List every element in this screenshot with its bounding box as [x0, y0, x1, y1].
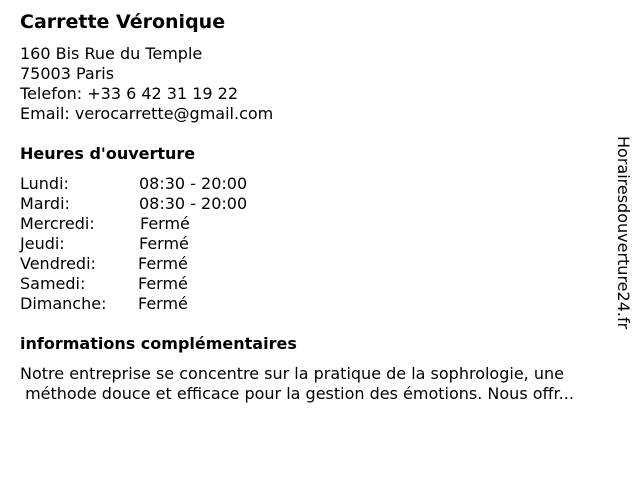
address-line-street: 160 Bis Rue du Temple: [20, 44, 203, 63]
hours-table: [20, 174, 320, 314]
hours-time: 08:30 - 20:00: [139, 194, 248, 213]
hours-day: Lundi:: [20, 174, 69, 193]
info-title: informations complémentaires: [20, 334, 297, 353]
hours-day: Vendredi:: [20, 254, 96, 273]
hours-time: Fermé: [138, 254, 188, 273]
hours-row: [20, 214, 320, 234]
hours-time: Fermé: [138, 294, 188, 313]
business-name: Carrette Véronique: [20, 11, 226, 33]
phone-line: Telefon: +33 6 42 31 19 22: [20, 84, 239, 103]
email-line: Email: verocarrette@gmail.com: [20, 104, 274, 123]
hours-day: Jeudi:: [20, 234, 65, 253]
hours-row: [20, 294, 320, 314]
hours-day: Mardi:: [20, 194, 70, 213]
hours-day: Dimanche:: [20, 294, 107, 313]
info-line: Notre entreprise se concentre sur la pratique de la sophrologie, une: [20, 364, 564, 383]
address-line-city: 75003 Paris: [20, 64, 115, 83]
hours-time: Fermé: [139, 234, 189, 253]
info-line: méthode douce et efficace pour la gestion des émotions. Nous offr...: [20, 384, 574, 403]
hours-row: [20, 194, 320, 214]
hours-time: Fermé: [140, 214, 190, 233]
hours-row: [20, 174, 320, 194]
hours-row: [20, 274, 320, 294]
info-description: [20, 364, 620, 404]
site-watermark: Horairesdouverture24.fr: [614, 136, 633, 330]
hours-row: [20, 254, 320, 274]
hours-title: Heures d'ouverture: [20, 144, 196, 163]
hours-day: Samedi:: [20, 274, 86, 293]
hours-time: 08:30 - 20:00: [139, 174, 248, 193]
hours-row: [20, 234, 320, 254]
hours-time: Fermé: [138, 274, 188, 293]
hours-day: Mercredi:: [20, 214, 95, 233]
contact-block: [20, 44, 273, 124]
